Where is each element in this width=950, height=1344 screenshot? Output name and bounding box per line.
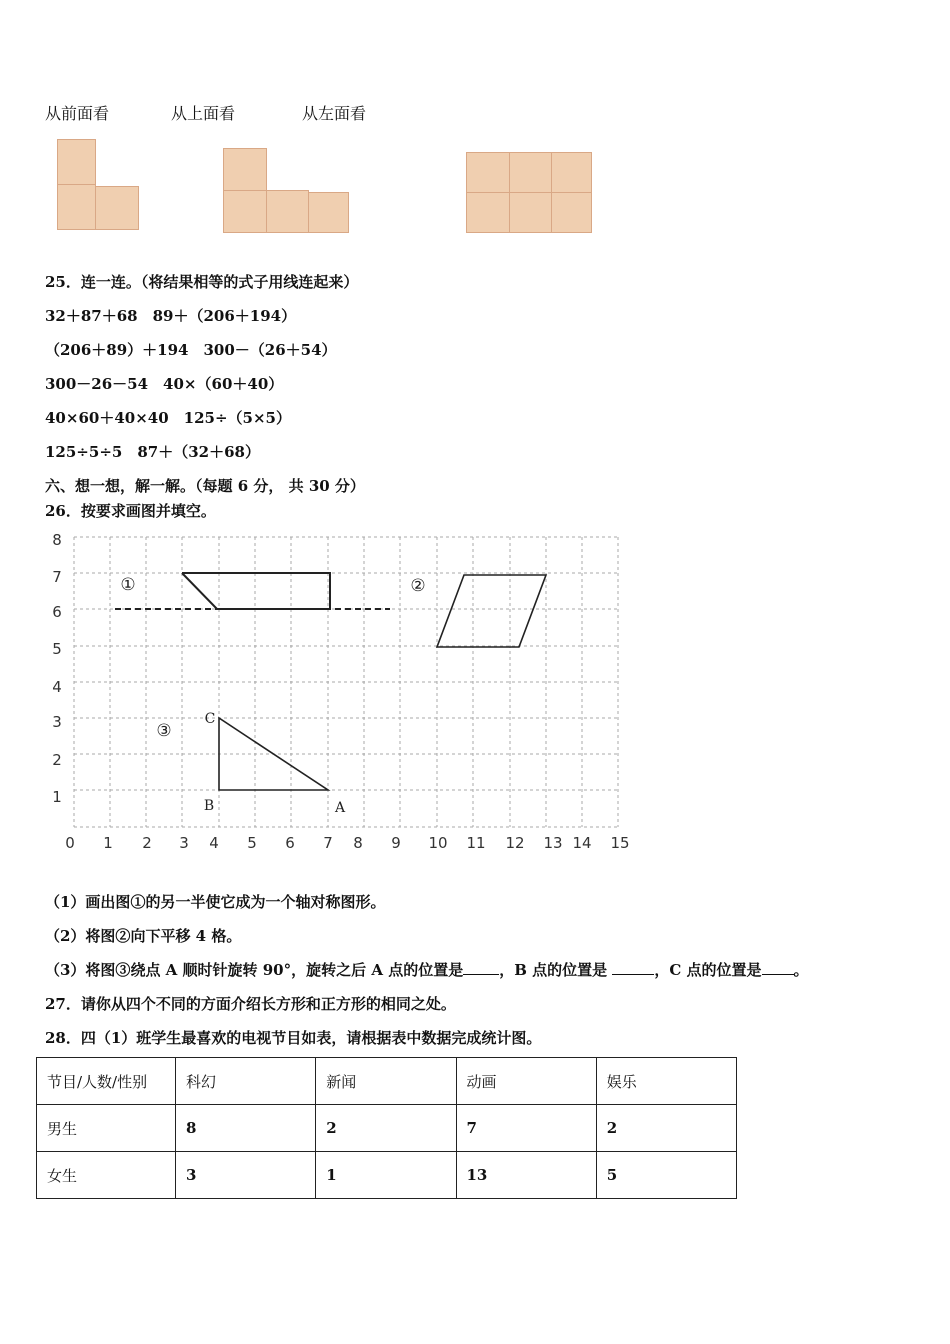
table-cell: 7 xyxy=(456,1105,596,1152)
x-tick-label: 4 xyxy=(209,834,219,852)
top-view-label: 从上面看 xyxy=(171,104,236,123)
q26-title: 26．按要求画图并填空。 xyxy=(45,502,216,520)
q26-grid-diagram xyxy=(0,525,660,865)
top-view-tile xyxy=(223,148,267,191)
q25-row: 125÷5÷5 87＋（32＋68） xyxy=(45,443,260,461)
q25-row: 300－26－54 40×（60＋40） xyxy=(45,375,284,393)
q26-part-3-text: ，C 点的位置是 xyxy=(654,961,762,979)
x-tick-label: 14 xyxy=(572,834,592,852)
left-view-tile xyxy=(509,192,552,233)
q26-part-3-text: ，B 点的位置是 xyxy=(499,961,613,979)
q26-part-1: （1）画出图①的另一半使它成为一个轴对称图形。 xyxy=(45,893,386,911)
left-view-label: 从左面看 xyxy=(302,104,367,123)
left-view-tile xyxy=(551,192,592,233)
q25-row: 40×60＋40×40 125÷（5×5） xyxy=(45,409,291,427)
table-cell: 8 xyxy=(176,1105,316,1152)
q27-title: 27．请你从四个不同的方面介绍长方形和正方形的相同之处。 xyxy=(45,995,456,1013)
q26-part-3 xyxy=(45,959,809,980)
x-tick-label: 5 xyxy=(247,834,257,852)
table-header-cell: 动画 xyxy=(456,1058,596,1105)
table-row xyxy=(37,1152,737,1199)
left-view-tile xyxy=(551,152,592,193)
table-header-cell: 新闻 xyxy=(316,1058,456,1105)
x-tick-label: 15 xyxy=(610,834,630,852)
y-tick-label: 1 xyxy=(52,788,62,806)
front-view-tile xyxy=(95,186,139,230)
point-b-label: B xyxy=(203,798,215,814)
x-tick-label: 3 xyxy=(179,834,189,852)
left-view-tile xyxy=(466,152,510,193)
table-header-cell: 节目/人数/性别 xyxy=(37,1058,176,1105)
table-cell: 2 xyxy=(316,1105,456,1152)
x-tick-label: 6 xyxy=(285,834,295,852)
table-cell: 1 xyxy=(316,1152,456,1199)
x-tick-label: 9 xyxy=(391,834,401,852)
answer-blank-b[interactable] xyxy=(612,974,654,975)
table-cell: 3 xyxy=(176,1152,316,1199)
left-view-tile xyxy=(509,152,552,193)
q25-title: 25．连一连。（将结果相等的式子用线连起来） xyxy=(45,273,359,291)
table-cell: 男生 xyxy=(37,1105,176,1152)
top-view-tile xyxy=(266,190,309,233)
figure-3-label: ③ xyxy=(156,721,172,741)
front-view-tile xyxy=(57,184,96,230)
front-view-tile xyxy=(57,139,96,185)
figure-2-parallelogram xyxy=(437,575,546,647)
figure-3-triangle xyxy=(219,718,328,790)
q26-part-3-text: （3）将图③绕点 A 顺时针旋转 90°，旋转之后 A 点的位置是 xyxy=(45,961,464,979)
table-cell: 5 xyxy=(596,1152,736,1199)
table-header-row xyxy=(37,1058,737,1105)
table-cell: 13 xyxy=(456,1152,596,1199)
table-row xyxy=(37,1105,737,1152)
q26-part-2: （2）将图②向下平移 4 格。 xyxy=(45,927,242,945)
table-header-cell: 娱乐 xyxy=(596,1058,736,1105)
y-tick-label: 7 xyxy=(52,568,62,586)
q28-title: 28．四（1）班学生最喜欢的电视节目如表，请根据表中数据完成统计图。 xyxy=(45,1029,542,1047)
grid-lines xyxy=(74,537,618,827)
figure-1-half-shape xyxy=(182,573,330,609)
table-cell: 女生 xyxy=(37,1152,176,1199)
x-tick-label: 13 xyxy=(543,834,563,852)
q25-row: 32＋87＋68 89＋（206＋194） xyxy=(45,307,297,325)
q25-row: （206＋89）＋194 300－（26＋54） xyxy=(45,341,337,359)
section-six-title: 六、想一想，解一解。（每题 6 分， 共 30 分） xyxy=(45,477,365,495)
y-tick-label: 6 xyxy=(52,603,62,621)
figure-1-label: ① xyxy=(120,575,136,595)
y-tick-label: 2 xyxy=(52,751,62,769)
front-view-label: 从前面看 xyxy=(45,104,110,123)
x-tick-label: 12 xyxy=(505,834,525,852)
x-tick-label: 8 xyxy=(353,834,363,852)
y-tick-label: 8 xyxy=(52,531,62,549)
top-view-tile xyxy=(308,192,349,233)
table-cell: 2 xyxy=(596,1105,736,1152)
answer-blank-a[interactable] xyxy=(463,974,499,975)
point-a-label: A xyxy=(334,800,346,816)
y-tick-label: 4 xyxy=(52,678,62,696)
top-view-tile xyxy=(223,190,267,233)
tv-program-table xyxy=(36,1057,737,1199)
table-header-cell: 科幻 xyxy=(176,1058,316,1105)
q26-part-3-text: 。 xyxy=(793,961,809,979)
x-tick-label: 10 xyxy=(428,834,448,852)
x-tick-label: 2 xyxy=(142,834,152,852)
figure-2-label: ② xyxy=(410,576,426,596)
y-tick-label: 3 xyxy=(52,713,62,731)
x-tick-label: 0 xyxy=(65,834,75,852)
left-view-tile xyxy=(466,192,510,233)
point-c-label: C xyxy=(204,711,216,727)
x-tick-label: 11 xyxy=(466,834,486,852)
answer-blank-c[interactable] xyxy=(762,974,794,975)
x-tick-label: 7 xyxy=(323,834,333,852)
x-tick-label: 1 xyxy=(103,834,113,852)
y-tick-label: 5 xyxy=(52,640,62,658)
